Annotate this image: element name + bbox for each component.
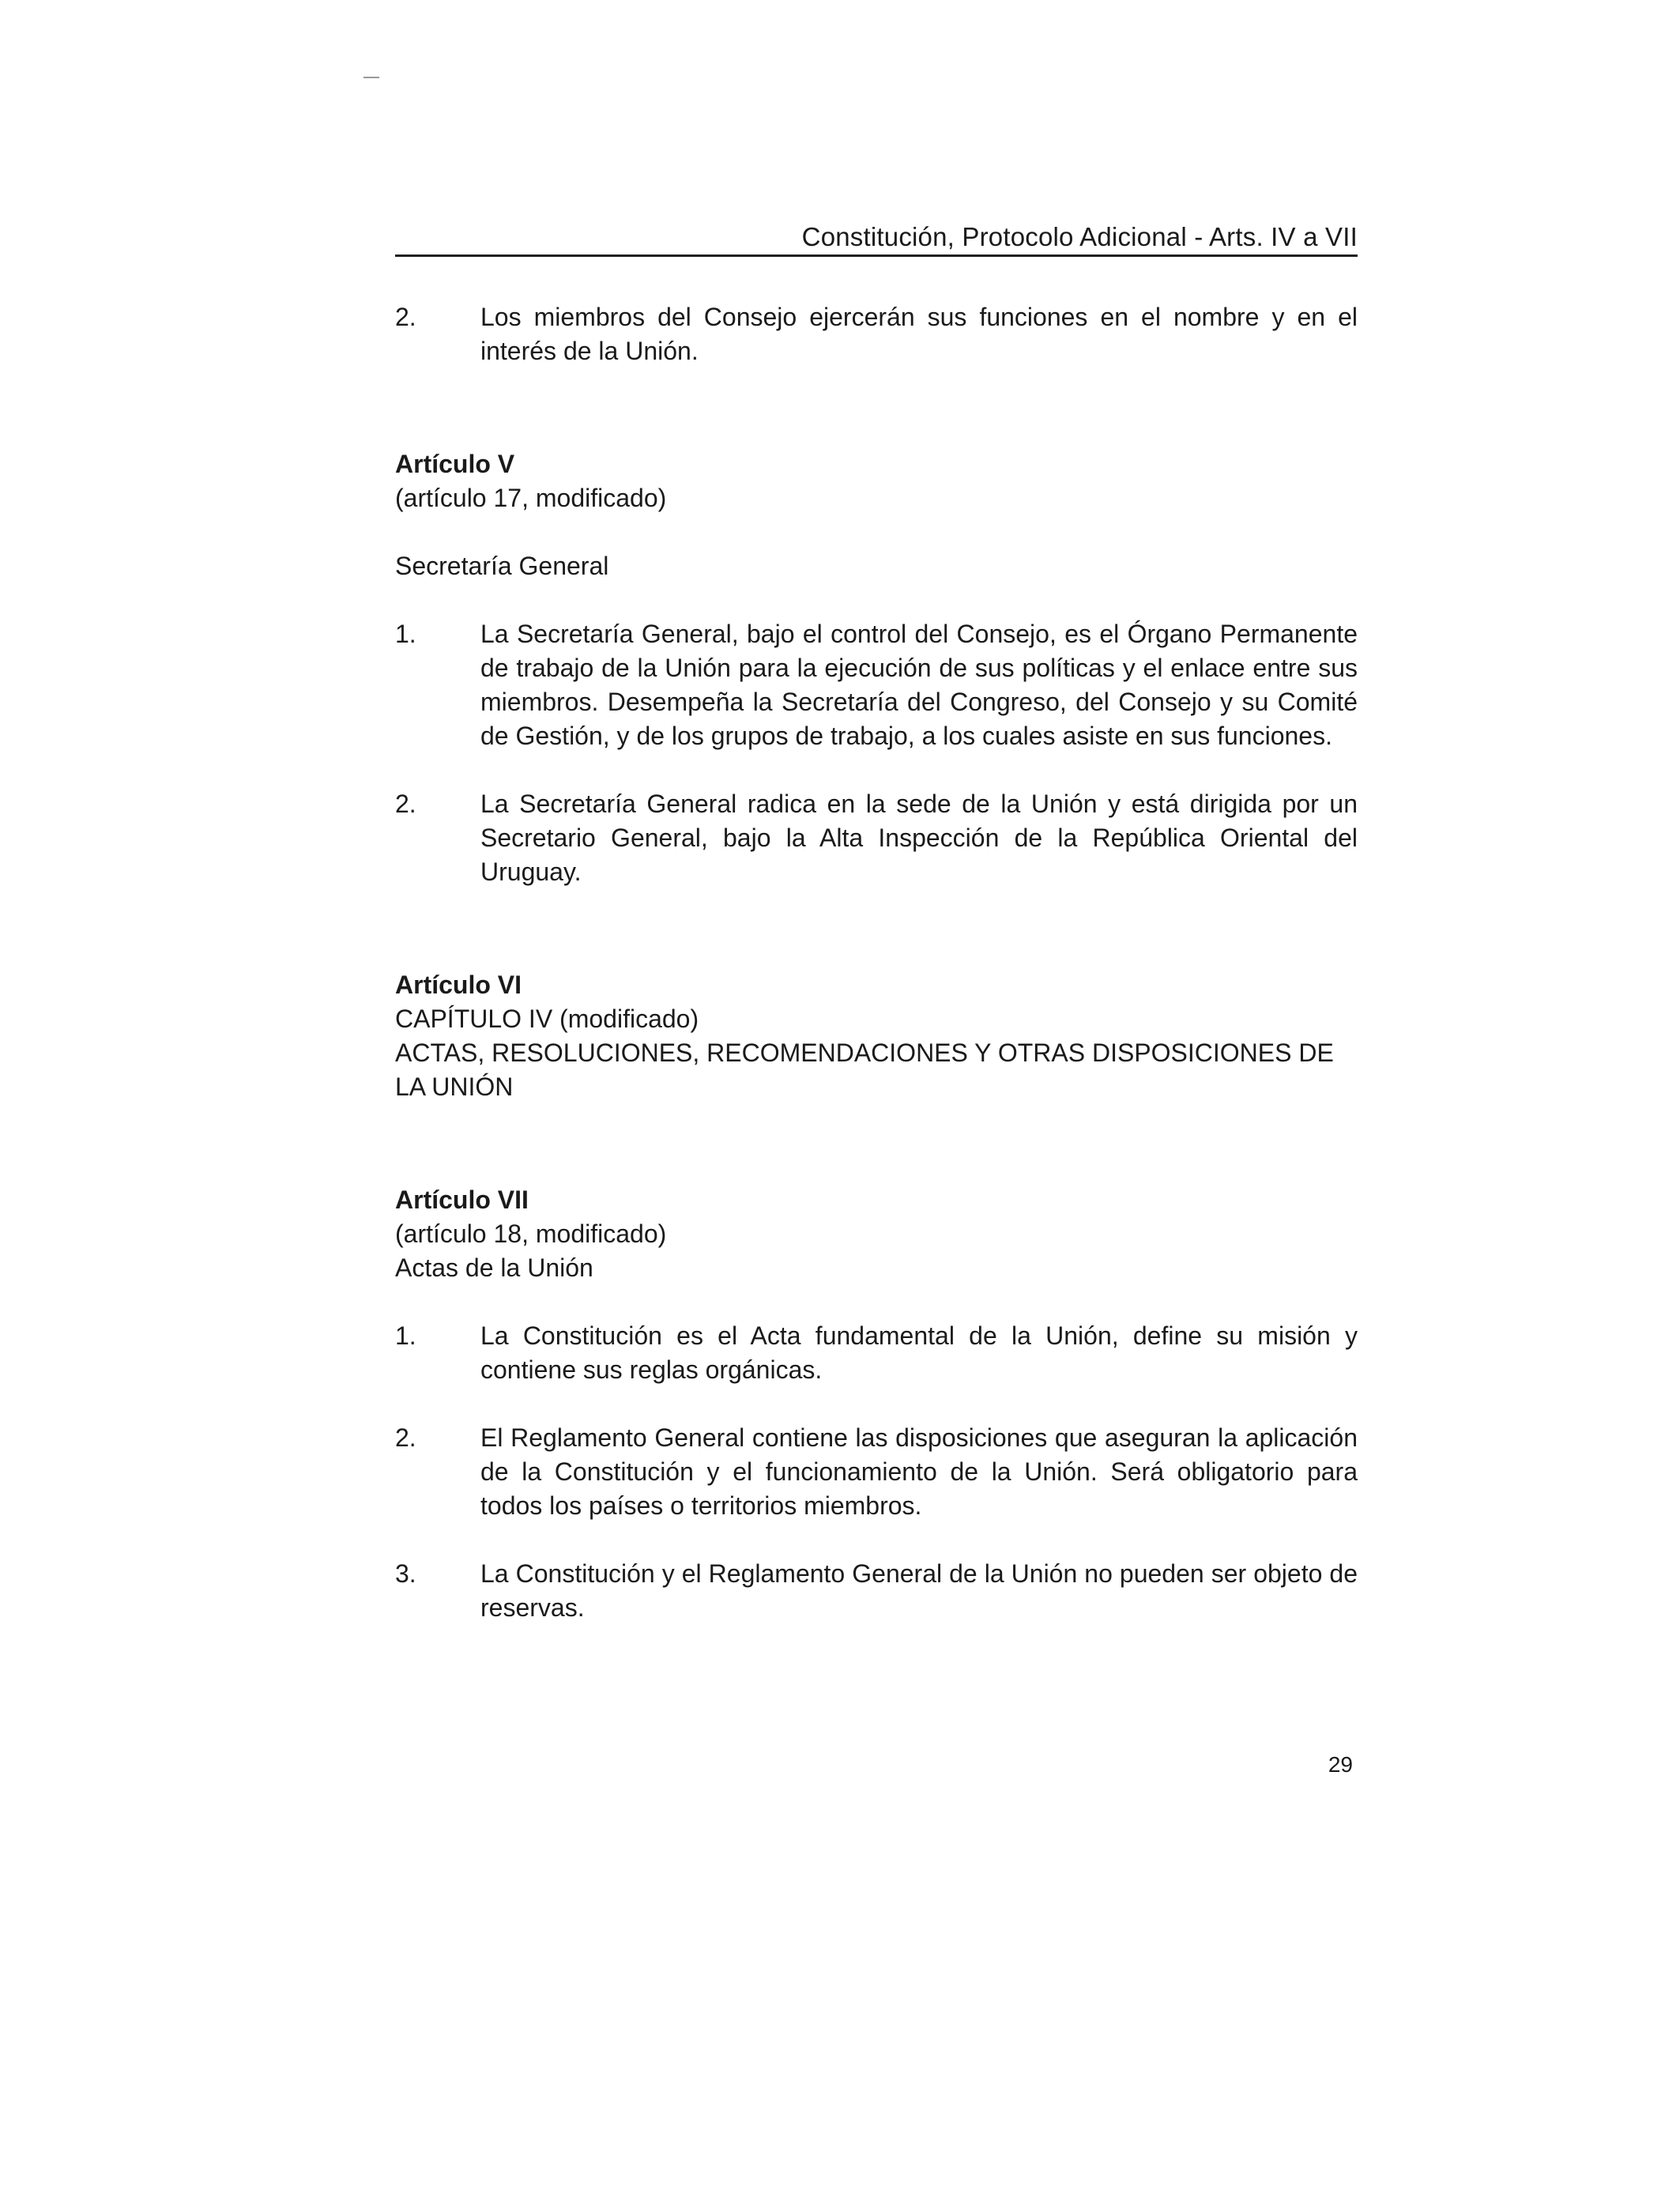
article-subtitle: (artículo 18, modificado): [395, 1220, 667, 1248]
header-rule: [395, 254, 1358, 257]
list-item: [395, 787, 1358, 889]
item-text: La Constitución es el Acta fundamental de la Unión, define su misión y contiene sus reglas orgánicas.: [480, 1321, 1358, 1384]
list-item: [395, 300, 1358, 368]
item-number: 1.: [395, 620, 416, 648]
section-title: Actas de la Unión: [395, 1253, 593, 1282]
list-item: [395, 617, 1358, 753]
item-number: 1.: [395, 1321, 416, 1350]
item-text: Los miembros del Consejo ejercerán sus funciones en el nombre y en el interés de la Unión.: [480, 303, 1358, 365]
page-number: 29: [1328, 1752, 1353, 1777]
list-item: [395, 1421, 1358, 1523]
running-head: Constitución, Protocolo Adicional - Arts. IV a VII: [801, 222, 1358, 251]
article-vi: [395, 968, 1358, 1104]
item-number: 3.: [395, 1559, 416, 1588]
article-subtitle: (artículo 17, modificado): [395, 484, 667, 512]
scan-mark: [363, 77, 379, 78]
article-vii: [395, 1183, 1358, 1625]
page-body: [395, 300, 1358, 1625]
article-title: Artículo V: [395, 450, 515, 478]
item-text: La Secretaría General, bajo el control del Consejo, es el Órgano Permanente de trabajo de la Unión para la ejecución de sus políticas y el enlace entre sus miembros. Desempeña la Secretaría del Congreso, del Consejo y su Comité de Gestión, y de los grupos de trabajo, a los cuales asiste en sus funciones.: [480, 620, 1358, 750]
item-text: El Reglamento General contiene las disposiciones que aseguran la aplicación de la Constitución y el funcionamiento de la Unión. Será obligatorio para todos los países o territorios miembros.: [480, 1423, 1358, 1520]
item-text: La Secretaría General radica en la sede de la Unión y está dirigida por un Secretario General, bajo la Alta Inspección de la República Oriental del Uruguay.: [480, 790, 1358, 886]
list-item: [395, 1319, 1358, 1387]
article-v: [395, 447, 1358, 889]
item-number: 2.: [395, 303, 416, 331]
section-title: Secretaría General: [395, 552, 609, 580]
chapter-title: CAPÍTULO IV (modificado): [395, 1005, 699, 1033]
item-number: 2.: [395, 1423, 416, 1452]
list-item: [395, 1557, 1358, 1625]
item-text: La Constitución y el Reglamento General de la Unión no pueden ser objeto de reservas.: [480, 1559, 1358, 1622]
item-number: 2.: [395, 790, 416, 818]
article-title: Artículo VI: [395, 971, 522, 999]
article-title: Artículo VII: [395, 1186, 529, 1214]
chapter-heading: ACTAS, RESOLUCIONES, RECOMENDACIONES Y OTRAS DISPOSICIONES DE LA UNIÓN: [395, 1039, 1334, 1101]
